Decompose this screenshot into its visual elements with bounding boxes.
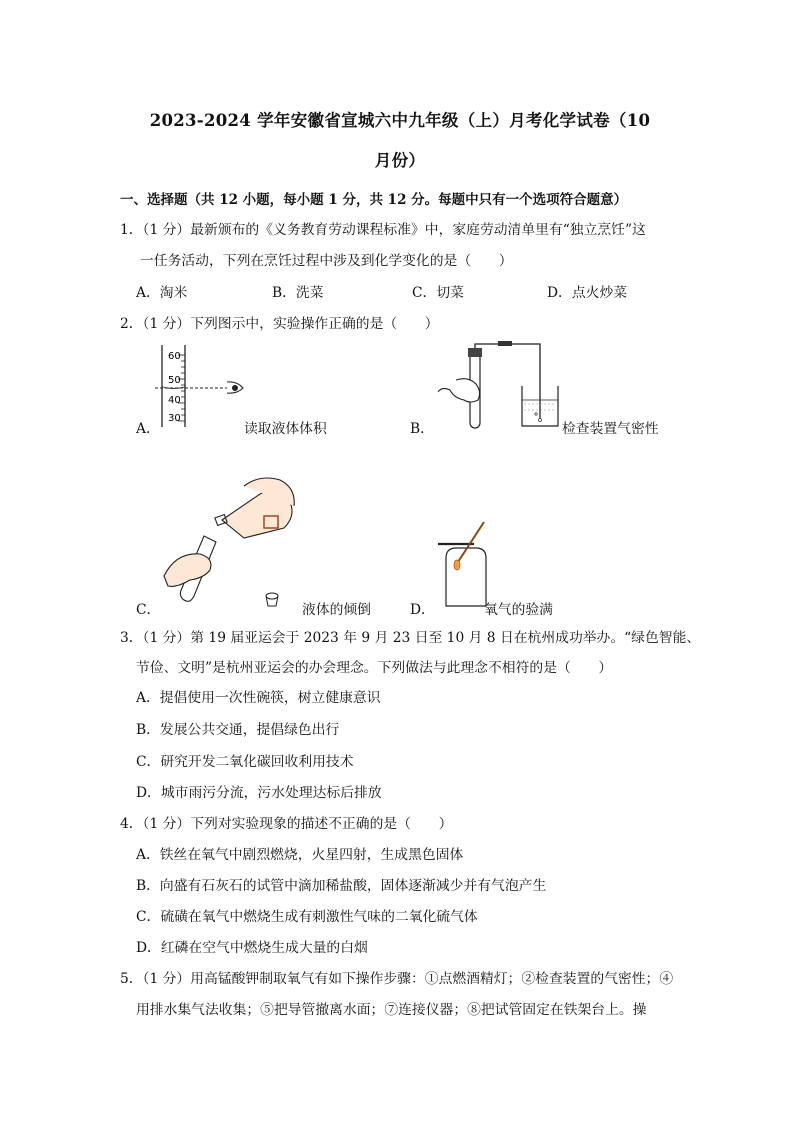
q4-option-c[interactable]: C．硫磺在氧气中燃烧生成有刺激性气味的二氧化硫气体: [136, 909, 478, 925]
q4-stem: 4．（1 分）下列对实验现象的描述不正确的是（ ）: [120, 816, 453, 832]
q3-option-d[interactable]: D．城市雨污分流，污水处理达标后排放: [136, 785, 382, 801]
q2-stem: 2．（1 分）下列图示中，实验操作正确的是（ ）: [120, 316, 439, 332]
q3-stem-line1: 3．（1 分）第 19 届亚运会于 2023 年 9 月 23 日至 10 月 8 日在杭州成功举办。“绿色智能、: [120, 630, 701, 646]
q2-option-d-label[interactable]: D．: [410, 602, 435, 618]
q3-option-a[interactable]: A．提倡使用一次性碗筷，树立健康意识: [136, 690, 381, 706]
q5-stem-line1: 5．（1 分）用高锰酸钾制取氧气有如下操作步骤：①点燃酒精灯；②检查装置的气密性；④: [120, 971, 674, 987]
liquid-pouring-figure: [160, 466, 300, 614]
q2-option-a-label[interactable]: A．: [136, 421, 160, 437]
exam-title-line1: 2023-2024 学年安徽省宣城六中九年级（上）月考化学试卷（10: [149, 111, 651, 130]
q3-stem-line2: 节俭、文明”是杭州亚运会的办会理念。下列做法与此理念不相符的是（ ）: [136, 660, 613, 676]
q1-option-c[interactable]: C．切菜: [412, 285, 464, 301]
q4-option-a[interactable]: A．铁丝在氧气中剧烈燃烧，火星四射，生成黑色固体: [136, 847, 464, 863]
section-heading: 一、选择题（共 12 小题，每小题 1 分，共 12 分。每题中只有一个选项符合题意）: [120, 192, 628, 208]
q1-option-a[interactable]: A．淘米: [136, 285, 188, 301]
q1-option-b[interactable]: B．洗菜: [272, 285, 324, 301]
graduated-cylinder-figure: [155, 343, 255, 433]
q3-option-b[interactable]: B．发展公共交通，提倡绿色出行: [136, 722, 340, 738]
q1-stem-line1: 1．（1 分）最新颁布的《义务教育劳动课程标准》中，家庭劳动清单里有“独立烹饪”这: [120, 222, 646, 238]
cylinder-tick-40: 40: [168, 395, 181, 406]
q4-option-b[interactable]: B．向盛有石灰石的试管中滴加稀盐酸，固体逐渐减少并有气泡产生: [136, 878, 547, 894]
q2-option-b-caption: 检查装置气密性: [562, 421, 659, 437]
q2-option-b-label[interactable]: B．: [410, 421, 434, 437]
q5-stem-line2: 用排水集气法收集；⑤把导管撤离水面；⑦连接仪器；⑧把试管固定在铁架台上。操: [136, 1002, 647, 1018]
cylinder-tick-60: 60: [168, 351, 181, 362]
q4-option-d[interactable]: D．红磷在空气中燃烧生成大量的白烟: [136, 940, 368, 956]
q3-option-c[interactable]: C．研究开发二氧化碳回收利用技术: [136, 754, 354, 770]
airtightness-setup-figure: [436, 340, 564, 432]
cylinder-tick-50: 50: [168, 375, 181, 386]
cylinder-tick-30: 30: [168, 413, 181, 424]
q2-option-c-label[interactable]: C．: [136, 602, 161, 618]
q2-option-c-caption: 液体的倾倒: [302, 602, 371, 618]
q1-stem-line2: 一任务活动，下列在烹饪过程中涉及到化学变化的是（ ）: [140, 253, 513, 269]
q2-option-a-caption: 读取液体体积: [244, 421, 327, 437]
q1-option-d[interactable]: D．点火炒菜: [547, 285, 628, 301]
exam-title-line2: 月份）: [374, 151, 426, 170]
q2-option-d-caption: 氧气的验满: [484, 602, 553, 618]
